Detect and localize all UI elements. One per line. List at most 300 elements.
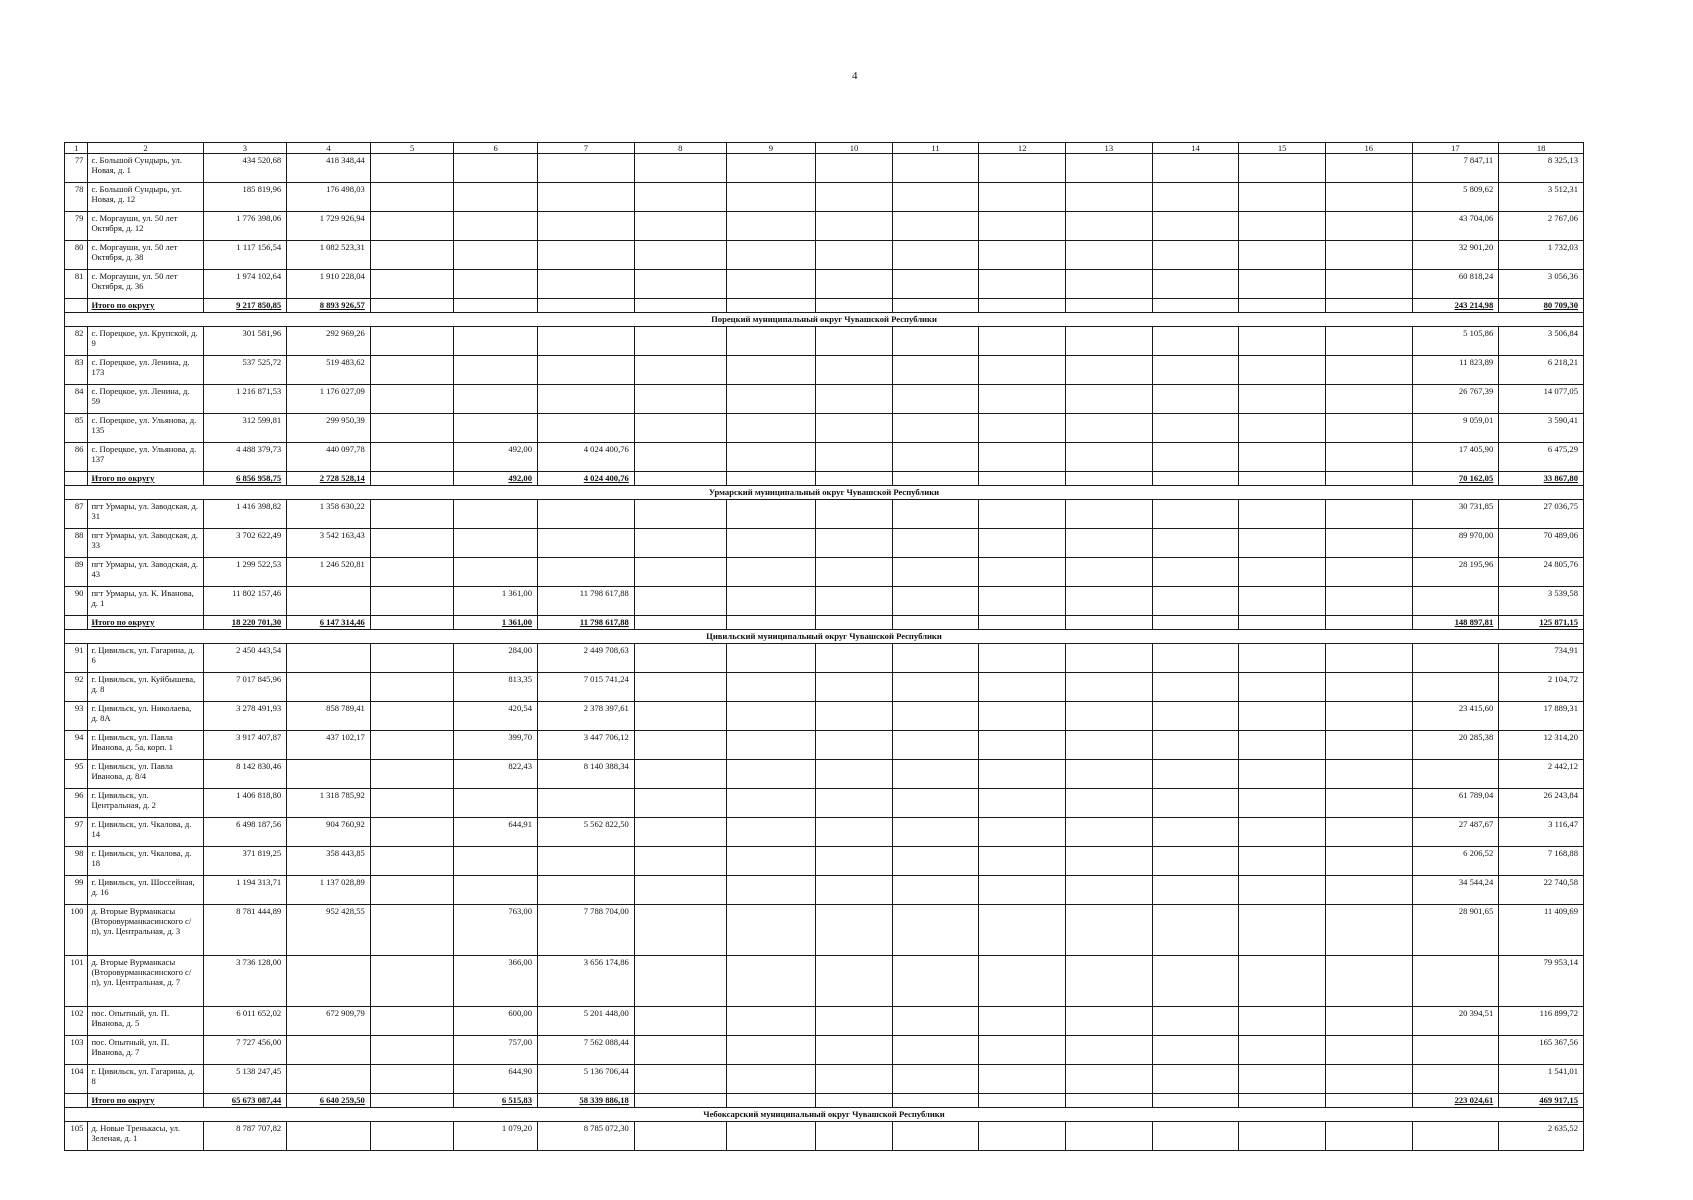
- amount-cell: [1325, 327, 1412, 356]
- amount-cell: [1152, 385, 1239, 414]
- amount-cell: 20 285,38: [1412, 731, 1499, 760]
- amount-cell: 1 079,20: [454, 1122, 538, 1151]
- amount-cell: [816, 472, 892, 486]
- amount-cell: [892, 847, 979, 876]
- row-number-cell: 85: [65, 414, 88, 443]
- amount-cell: [979, 154, 1066, 183]
- amount-cell: [1152, 789, 1239, 818]
- amount-cell: [634, 1065, 726, 1094]
- amount-cell: 952 428,55: [287, 905, 371, 956]
- amount-cell: [370, 616, 454, 630]
- amount-cell: [726, 760, 816, 789]
- amount-cell: [979, 905, 1066, 956]
- amount-cell: 43 704,06: [1412, 212, 1499, 241]
- amount-cell: 2 442,12: [1499, 760, 1584, 789]
- amount-cell: [1325, 241, 1412, 270]
- row-number-cell: [65, 299, 88, 313]
- amount-cell: [816, 956, 892, 1007]
- amount-cell: 3 702 622,49: [203, 529, 287, 558]
- amount-cell: 185 819,96: [203, 183, 287, 212]
- amount-cell: 3 278 491,93: [203, 702, 287, 731]
- amount-cell: [1152, 1122, 1239, 1151]
- amount-cell: [634, 731, 726, 760]
- section-title: Урмарский муниципальный округ Чувашской Республики: [65, 486, 1584, 500]
- column-number-cell: 5: [370, 143, 454, 154]
- amount-cell: 8 142 830,46: [203, 760, 287, 789]
- amount-cell: [726, 212, 816, 241]
- address-cell: пос. Опытный, ул. П. Иванова, д. 5: [88, 1007, 203, 1036]
- amount-cell: [726, 847, 816, 876]
- amount-cell: [1239, 270, 1326, 299]
- amount-cell: [370, 1007, 454, 1036]
- amount-cell: [287, 644, 371, 673]
- amount-cell: 148 897,81: [1412, 616, 1499, 630]
- amount-cell: [726, 1094, 816, 1108]
- table-row: [65, 414, 1584, 443]
- amount-cell: [1066, 183, 1153, 212]
- amount-cell: [726, 558, 816, 587]
- amount-cell: [370, 212, 454, 241]
- amount-cell: 1 176 027,09: [287, 385, 371, 414]
- amount-cell: [1152, 529, 1239, 558]
- amount-cell: [370, 673, 454, 702]
- address-cell: д. Новые Тренькасы, ул. Зеленая, д. 1: [88, 1122, 203, 1151]
- amount-cell: [892, 673, 979, 702]
- amount-cell: 734,91: [1499, 644, 1584, 673]
- amount-cell: [634, 587, 726, 616]
- amount-cell: 366,00: [454, 956, 538, 1007]
- column-number-cell: 7: [538, 143, 635, 154]
- amount-cell: [1066, 327, 1153, 356]
- address-cell: пгт Урмары, ул. Заводская, д. 31: [88, 500, 203, 529]
- amount-cell: [1239, 443, 1326, 472]
- amount-cell: [1239, 356, 1326, 385]
- row-number-cell: 87: [65, 500, 88, 529]
- table-row: [65, 154, 1584, 183]
- row-number-cell: 102: [65, 1007, 88, 1036]
- amount-cell: [1239, 385, 1326, 414]
- amount-cell: [634, 241, 726, 270]
- address-cell: с. Порецкое, ул. Ульянова, д. 137: [88, 443, 203, 472]
- amount-cell: [816, 1065, 892, 1094]
- amount-cell: [1239, 731, 1326, 760]
- amount-cell: 3 656 174,86: [538, 956, 635, 1007]
- amount-cell: 6 515,83: [454, 1094, 538, 1108]
- amount-cell: [1325, 385, 1412, 414]
- table-row: [65, 1065, 1584, 1094]
- amount-cell: [1412, 644, 1499, 673]
- amount-cell: [816, 241, 892, 270]
- amount-cell: [1325, 876, 1412, 905]
- amount-cell: [634, 818, 726, 847]
- amount-cell: 7 017 845,96: [203, 673, 287, 702]
- amount-cell: [1239, 702, 1326, 731]
- amount-cell: [370, 1036, 454, 1065]
- amount-cell: [1325, 956, 1412, 1007]
- table-row: [65, 558, 1584, 587]
- amount-cell: [979, 472, 1066, 486]
- amount-cell: [726, 385, 816, 414]
- amount-cell: [726, 818, 816, 847]
- amount-cell: [816, 299, 892, 313]
- section-header-row: [65, 486, 1584, 500]
- row-number-cell: 99: [65, 876, 88, 905]
- amount-cell: 1 246 520,81: [287, 558, 371, 587]
- amount-cell: [1239, 1094, 1326, 1108]
- amount-cell: [1066, 905, 1153, 956]
- amount-cell: [816, 760, 892, 789]
- amount-cell: [370, 702, 454, 731]
- amount-cell: [816, 789, 892, 818]
- amount-cell: [1325, 414, 1412, 443]
- amount-cell: [1239, 558, 1326, 587]
- amount-cell: [1152, 356, 1239, 385]
- amount-cell: 492,00: [454, 443, 538, 472]
- amount-cell: [892, 1007, 979, 1036]
- amount-cell: [370, 789, 454, 818]
- amount-cell: [370, 587, 454, 616]
- total-row: [65, 616, 1584, 630]
- amount-cell: [726, 472, 816, 486]
- amount-cell: [892, 154, 979, 183]
- amount-cell: [538, 414, 635, 443]
- amount-cell: [979, 1122, 1066, 1151]
- amount-cell: 1 082 523,31: [287, 241, 371, 270]
- amount-cell: 28 195,96: [1412, 558, 1499, 587]
- amount-cell: [634, 472, 726, 486]
- amount-cell: 176 498,03: [287, 183, 371, 212]
- amount-cell: [816, 212, 892, 241]
- amount-cell: [1325, 1007, 1412, 1036]
- amount-cell: [892, 472, 979, 486]
- amount-cell: 8 785 072,30: [538, 1122, 635, 1151]
- table-row: [65, 876, 1584, 905]
- amount-cell: [1066, 414, 1153, 443]
- amount-cell: 469 917,15: [1499, 1094, 1584, 1108]
- amount-cell: [979, 760, 1066, 789]
- amount-cell: [726, 587, 816, 616]
- amount-cell: [979, 789, 1066, 818]
- table-row: [65, 1122, 1584, 1151]
- amount-cell: [370, 760, 454, 789]
- amount-cell: [370, 876, 454, 905]
- amount-cell: [370, 1065, 454, 1094]
- row-number-cell: 90: [65, 587, 88, 616]
- amount-cell: [726, 1122, 816, 1151]
- amount-cell: [1066, 472, 1153, 486]
- amount-cell: [538, 789, 635, 818]
- address-cell: г. Цивильск, ул. Чкалова, д. 18: [88, 847, 203, 876]
- amount-cell: [370, 443, 454, 472]
- amount-cell: [287, 673, 371, 702]
- row-number-cell: 101: [65, 956, 88, 1007]
- amount-cell: [726, 270, 816, 299]
- table-row: [65, 644, 1584, 673]
- address-cell: с. Порецкое, ул. Ульянова, д. 135: [88, 414, 203, 443]
- amount-cell: 11 823,89: [1412, 356, 1499, 385]
- amount-cell: [816, 500, 892, 529]
- amount-cell: 116 899,72: [1499, 1007, 1584, 1036]
- amount-cell: [1066, 876, 1153, 905]
- table-row: [65, 241, 1584, 270]
- amount-cell: 61 789,04: [1412, 789, 1499, 818]
- amount-cell: 299 950,39: [287, 414, 371, 443]
- amount-cell: [892, 616, 979, 630]
- document-table: [64, 142, 1584, 1151]
- amount-cell: [1066, 616, 1153, 630]
- amount-cell: [1239, 847, 1326, 876]
- address-cell: Итого по округу: [88, 1094, 203, 1108]
- address-cell: Итого по округу: [88, 616, 203, 630]
- amount-cell: [454, 154, 538, 183]
- amount-cell: [979, 1094, 1066, 1108]
- amount-cell: [726, 1065, 816, 1094]
- amount-cell: 858 789,41: [287, 702, 371, 731]
- amount-cell: [1152, 183, 1239, 212]
- amount-cell: [1239, 241, 1326, 270]
- amount-cell: [979, 212, 1066, 241]
- amount-cell: [1152, 956, 1239, 1007]
- amount-cell: 3 917 407,87: [203, 731, 287, 760]
- amount-cell: [1066, 818, 1153, 847]
- amount-cell: [370, 500, 454, 529]
- amount-cell: 813,35: [454, 673, 538, 702]
- amount-cell: [1066, 702, 1153, 731]
- amount-cell: [1325, 270, 1412, 299]
- amount-cell: [634, 500, 726, 529]
- section-title: Чебоксарский муниципальный округ Чувашской Республики: [65, 1108, 1584, 1122]
- amount-cell: 437 102,17: [287, 731, 371, 760]
- row-number-cell: 92: [65, 673, 88, 702]
- amount-cell: [370, 299, 454, 313]
- amount-cell: [726, 616, 816, 630]
- amount-cell: [892, 876, 979, 905]
- amount-cell: [979, 956, 1066, 1007]
- row-number-cell: 78: [65, 183, 88, 212]
- amount-cell: 434 520,68: [203, 154, 287, 183]
- amount-cell: 3 542 163,43: [287, 529, 371, 558]
- row-number-cell: 89: [65, 558, 88, 587]
- amount-cell: [287, 760, 371, 789]
- row-number-cell: [65, 616, 88, 630]
- amount-cell: 2 449 708,63: [538, 644, 635, 673]
- amount-cell: [726, 1036, 816, 1065]
- amount-cell: [370, 241, 454, 270]
- address-cell: г. Цивильск, ул. Шоссейная, д. 16: [88, 876, 203, 905]
- amount-cell: [726, 673, 816, 702]
- row-number-cell: 98: [65, 847, 88, 876]
- amount-cell: [1066, 212, 1153, 241]
- amount-cell: [892, 905, 979, 956]
- amount-cell: 3 736 128,00: [203, 956, 287, 1007]
- amount-cell: 1 541,01: [1499, 1065, 1584, 1094]
- amount-cell: [726, 356, 816, 385]
- amount-cell: 418 348,44: [287, 154, 371, 183]
- amount-cell: 26 767,39: [1412, 385, 1499, 414]
- amount-cell: 9 217 850,85: [203, 299, 287, 313]
- amount-cell: 3 506,84: [1499, 327, 1584, 356]
- amount-cell: [634, 327, 726, 356]
- amount-cell: [1325, 1094, 1412, 1108]
- amount-cell: [892, 212, 979, 241]
- amount-cell: [538, 183, 635, 212]
- amount-cell: [454, 414, 538, 443]
- amount-cell: [538, 356, 635, 385]
- amount-cell: 5 201 448,00: [538, 1007, 635, 1036]
- amount-cell: 20 394,51: [1412, 1007, 1499, 1036]
- amount-cell: [1239, 1007, 1326, 1036]
- amount-cell: [1325, 616, 1412, 630]
- amount-cell: [1152, 1036, 1239, 1065]
- amount-cell: [726, 956, 816, 1007]
- table-row: [65, 847, 1584, 876]
- amount-cell: 1 299 522,53: [203, 558, 287, 587]
- amount-cell: 537 525,72: [203, 356, 287, 385]
- amount-cell: [370, 529, 454, 558]
- amount-cell: 6 856 958,75: [203, 472, 287, 486]
- table-row: [65, 702, 1584, 731]
- amount-cell: [538, 847, 635, 876]
- amount-cell: 399,70: [454, 731, 538, 760]
- row-number-cell: 103: [65, 1036, 88, 1065]
- amount-cell: [1239, 760, 1326, 789]
- total-row: [65, 472, 1584, 486]
- amount-cell: [1066, 1036, 1153, 1065]
- amount-cell: 2 450 443,54: [203, 644, 287, 673]
- amount-cell: 312 599,81: [203, 414, 287, 443]
- amount-cell: 6 475,29: [1499, 443, 1584, 472]
- address-cell: с. Порецкое, ул. Ленина, д. 173: [88, 356, 203, 385]
- amount-cell: 644,90: [454, 1065, 538, 1094]
- amount-cell: [454, 299, 538, 313]
- address-cell: г. Цивильск, ул. Гагарина, д. 8: [88, 1065, 203, 1094]
- column-number-cell: 8: [634, 143, 726, 154]
- amount-cell: [892, 327, 979, 356]
- amount-cell: [892, 818, 979, 847]
- amount-cell: [1325, 183, 1412, 212]
- amount-cell: [1066, 673, 1153, 702]
- amount-cell: [370, 644, 454, 673]
- amount-cell: [979, 183, 1066, 212]
- amount-cell: [816, 414, 892, 443]
- table-row: [65, 789, 1584, 818]
- amount-cell: [1152, 1065, 1239, 1094]
- amount-cell: [1066, 1094, 1153, 1108]
- amount-cell: [1066, 154, 1153, 183]
- amount-cell: [1325, 702, 1412, 731]
- amount-cell: 3 116,47: [1499, 818, 1584, 847]
- address-cell: с. Порецкое, ул. Крупской, д. 9: [88, 327, 203, 356]
- amount-cell: [816, 587, 892, 616]
- amount-cell: [1152, 673, 1239, 702]
- amount-cell: 32 901,20: [1412, 241, 1499, 270]
- column-number-cell: 14: [1152, 143, 1239, 154]
- amount-cell: [892, 443, 979, 472]
- amount-cell: [1239, 789, 1326, 818]
- amount-cell: [892, 760, 979, 789]
- row-number-cell: 81: [65, 270, 88, 299]
- amount-cell: [979, 1065, 1066, 1094]
- amount-cell: [1152, 587, 1239, 616]
- address-cell: г. Цивильск, ул. Куйбышева, д. 8: [88, 673, 203, 702]
- amount-cell: [370, 327, 454, 356]
- amount-cell: [979, 414, 1066, 443]
- address-cell: д. Вторые Вурманкасы (Второвурманкасинского с/п), ул. Центральная, д. 7: [88, 956, 203, 1007]
- amount-cell: [1239, 529, 1326, 558]
- amount-cell: [634, 847, 726, 876]
- amount-cell: [816, 644, 892, 673]
- amount-cell: 1 117 156,54: [203, 241, 287, 270]
- table-row: [65, 673, 1584, 702]
- amount-cell: [1412, 673, 1499, 702]
- amount-cell: [1412, 1036, 1499, 1065]
- amount-cell: [979, 702, 1066, 731]
- amount-cell: [454, 270, 538, 299]
- amount-cell: 6 147 314,46: [287, 616, 371, 630]
- section-title: Цивильский муниципальный округ Чувашской Республики: [65, 630, 1584, 644]
- amount-cell: 34 544,24: [1412, 876, 1499, 905]
- amount-cell: 2 378 397,61: [538, 702, 635, 731]
- amount-cell: [634, 356, 726, 385]
- amount-cell: [634, 702, 726, 731]
- total-row: [65, 299, 1584, 313]
- row-number-cell: 94: [65, 731, 88, 760]
- address-cell: с. Порецкое, ул. Ленина, д. 59: [88, 385, 203, 414]
- amount-cell: [1066, 1122, 1153, 1151]
- address-cell: пгт Урмары, ул. Заводская, д. 43: [88, 558, 203, 587]
- amount-cell: 1 406 818,80: [203, 789, 287, 818]
- amount-cell: [1152, 299, 1239, 313]
- amount-cell: [1152, 616, 1239, 630]
- amount-cell: [1066, 956, 1153, 1007]
- table-row: [65, 183, 1584, 212]
- amount-cell: [1325, 299, 1412, 313]
- amount-cell: [726, 327, 816, 356]
- amount-cell: 763,00: [454, 905, 538, 956]
- address-cell: Итого по округу: [88, 472, 203, 486]
- amount-cell: [634, 270, 726, 299]
- amount-cell: [1239, 472, 1326, 486]
- amount-cell: [370, 356, 454, 385]
- table-row: [65, 760, 1584, 789]
- amount-cell: 17 889,31: [1499, 702, 1584, 731]
- amount-cell: 165 367,56: [1499, 1036, 1584, 1065]
- amount-cell: 7 168,88: [1499, 847, 1584, 876]
- amount-cell: [454, 558, 538, 587]
- amount-cell: [634, 1122, 726, 1151]
- amount-cell: [979, 327, 1066, 356]
- amount-cell: [370, 414, 454, 443]
- amount-cell: [1325, 212, 1412, 241]
- address-cell: г. Цивильск, ул. Гагарина, д. 6: [88, 644, 203, 673]
- amount-cell: [816, 443, 892, 472]
- amount-cell: [892, 1094, 979, 1108]
- amount-cell: [370, 270, 454, 299]
- amount-cell: 358 443,85: [287, 847, 371, 876]
- amount-cell: [1325, 644, 1412, 673]
- amount-cell: [1325, 1036, 1412, 1065]
- amount-cell: 11 409,69: [1499, 905, 1584, 956]
- amount-cell: 22 740,58: [1499, 876, 1584, 905]
- amount-cell: 28 901,65: [1412, 905, 1499, 956]
- amount-cell: [726, 500, 816, 529]
- amount-cell: [1066, 644, 1153, 673]
- amount-cell: 27 036,75: [1499, 500, 1584, 529]
- table-row: [65, 1007, 1584, 1036]
- row-number-cell: 82: [65, 327, 88, 356]
- amount-cell: [816, 702, 892, 731]
- amount-cell: [454, 789, 538, 818]
